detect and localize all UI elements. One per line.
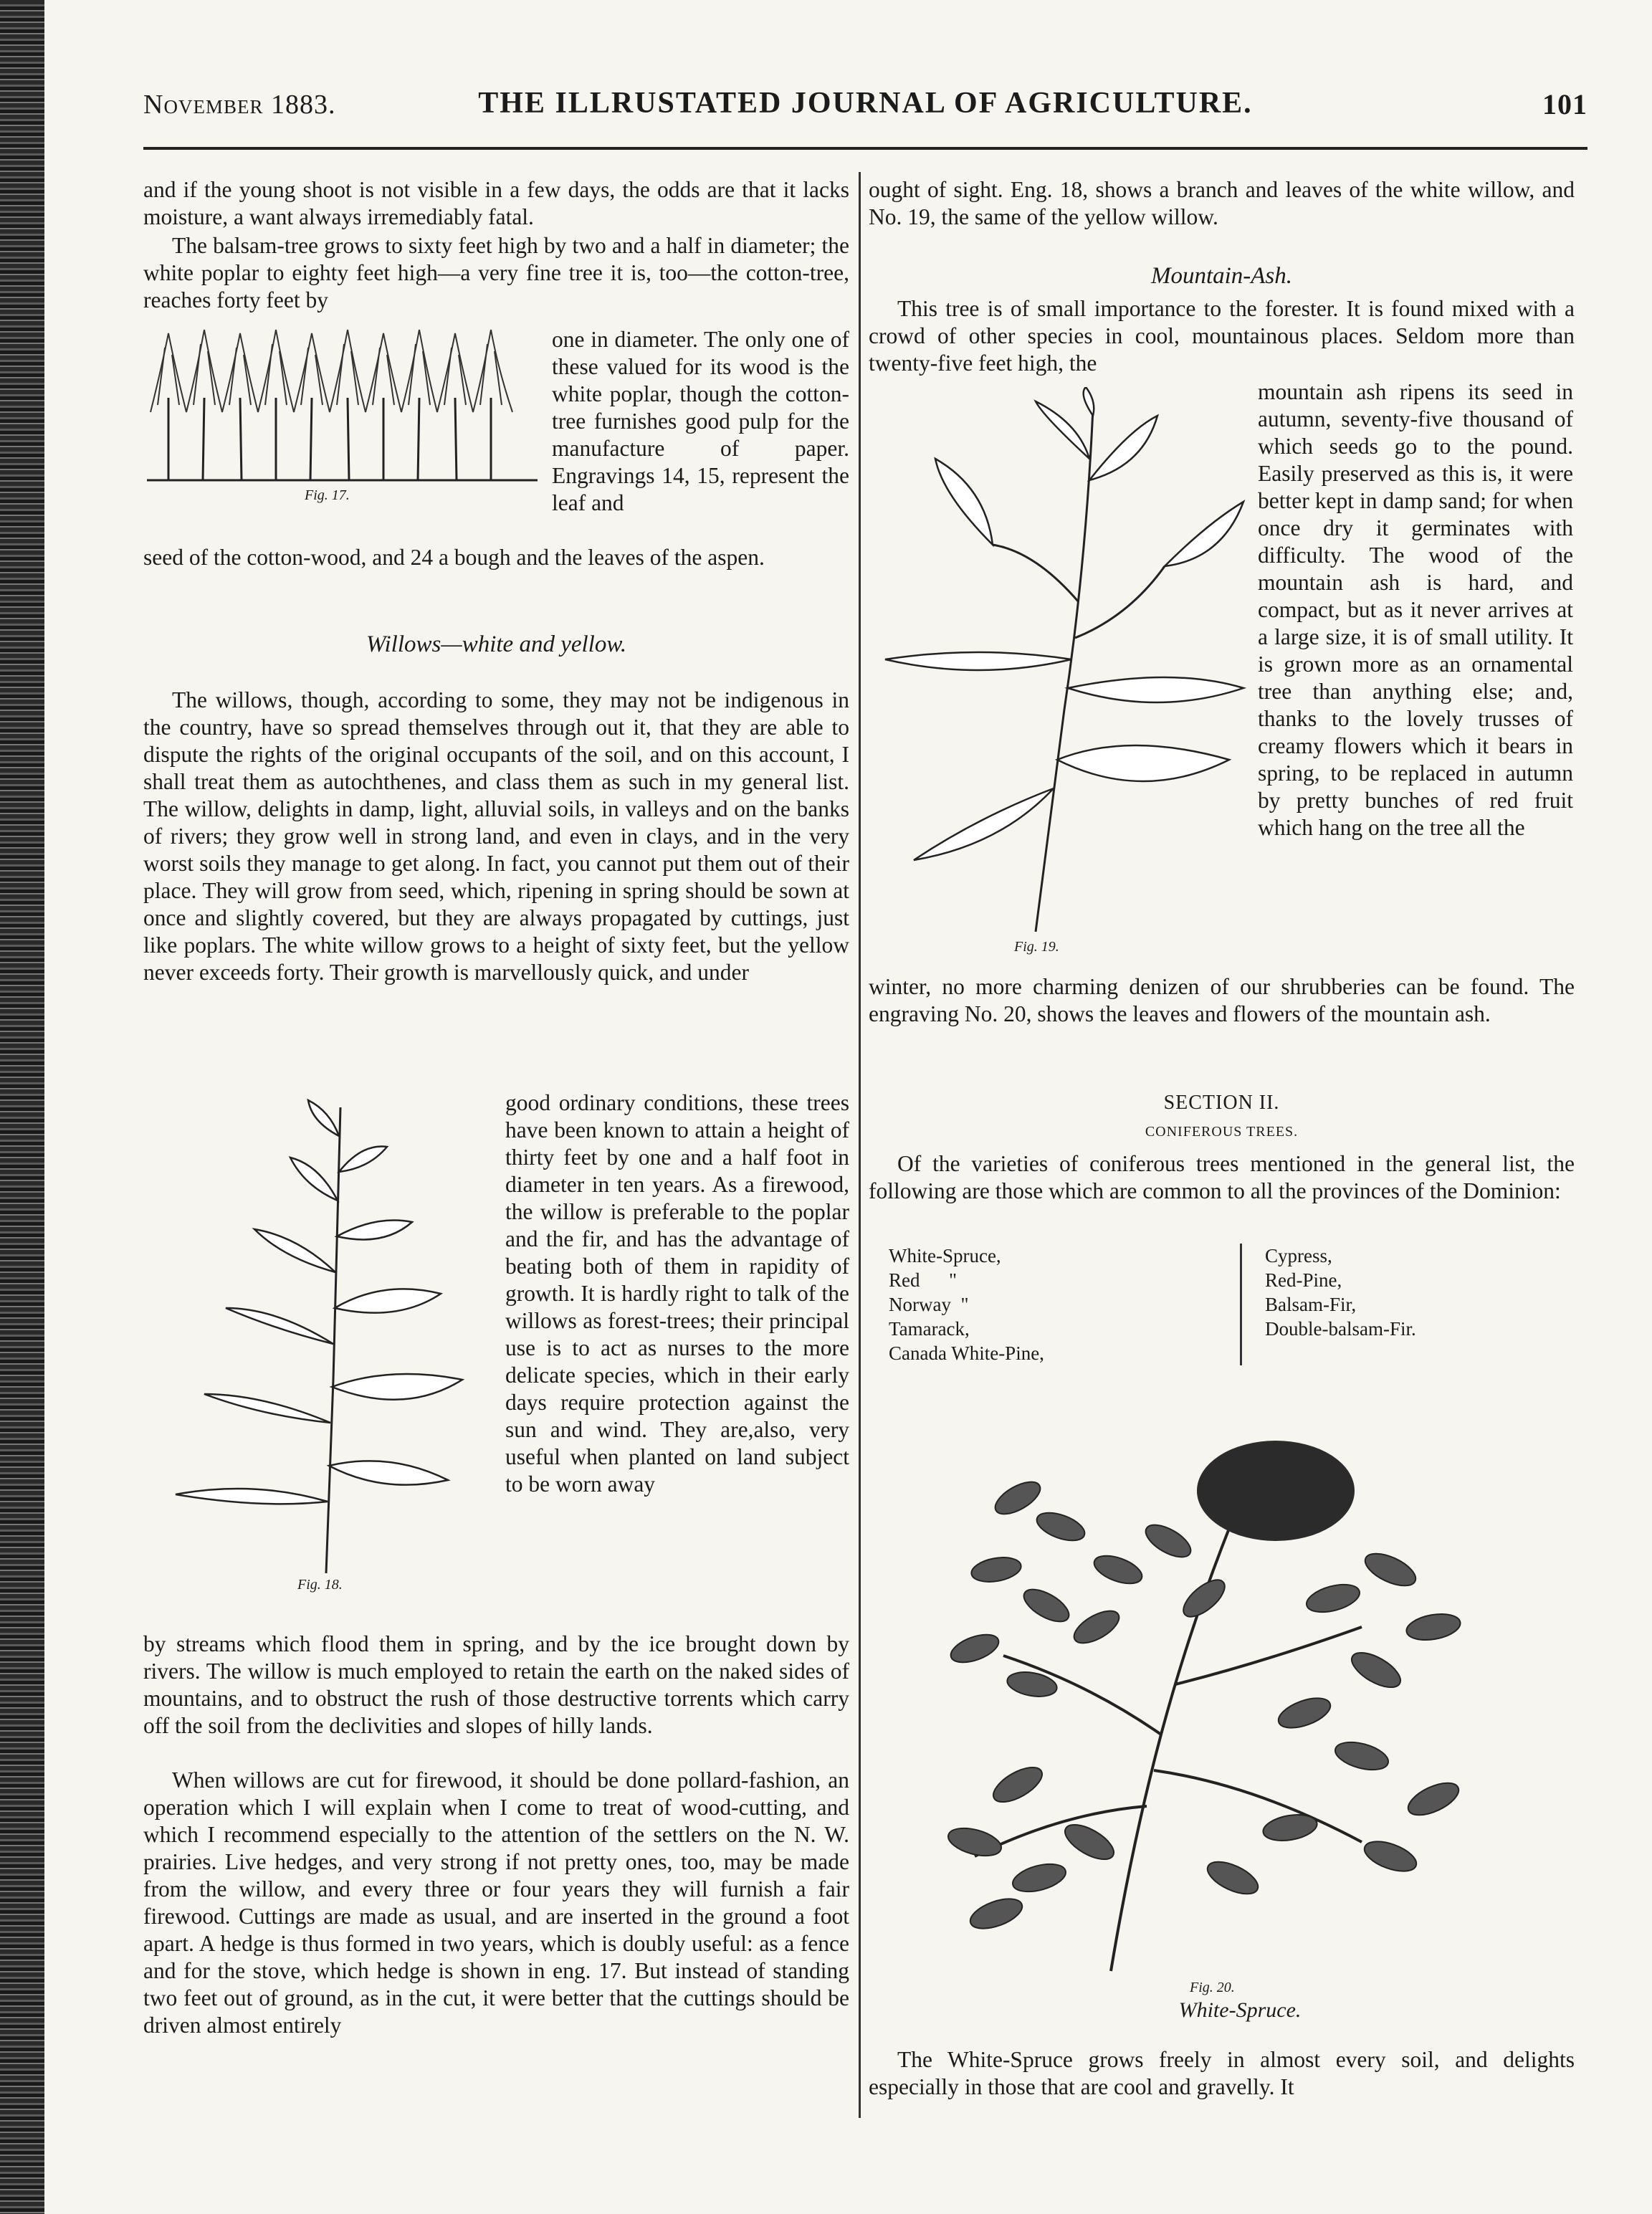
fig20-label: Fig. 20.: [1190, 1980, 1235, 1995]
page-header: [143, 80, 1587, 123]
right-p3: Of the varieties of coniferous trees mentioned in the general list, the following are those which are common to all the provinces of the Dominion:: [869, 1151, 1575, 1203]
right-p2b: mountain ash ripens its seed in autumn, seventy-five thousand of which seeds go to the pound. Easily preserved as this is, it were better kept in damp sand; for when once dry it germinates with difficulty. The wood of the mountain ash is hard, and compact, but as it never arrives at a large size, it is of small utility. It is grown more as an ornamental tree than anything else; and, thanks to the lovely trusses of creamy flowers which it bears in spring, to be replaced in autumn by pretty bunches of red fruit which hang on the tree all the: [1258, 379, 1573, 840]
fig17-hedge-engraving: [147, 326, 538, 512]
section-subheading: CONIFEROUS TREES.: [1145, 1124, 1299, 1140]
journal-title: THE ILLRUSTATED JOURNAL OF AGRICULTURE.: [478, 87, 1253, 120]
mountain-ash-illustration: [932, 1412, 1505, 1978]
list-item: Norway ": [889, 1294, 969, 1315]
list-item: Red-Pine,: [1265, 1269, 1342, 1291]
right-p2c: winter, no more charming denizen of our shrubberies can be found. The engraving No. 20, shows the leaves and flowers of the mountain ash.: [869, 974, 1575, 1026]
left-p2b: one in diameter. The only one of these valued for its wood is the white poplar, though the cotton-tree furnishes good pulp for the manufacture of paper. Engravings 14, 15, represent the leaf and: [552, 327, 849, 515]
fig18-label: Fig. 18.: [297, 1577, 343, 1593]
book-binding-edge: [0, 0, 44, 2214]
list-item: Tamarack,: [889, 1318, 970, 1340]
fig20-mountain-ash-branch: [932, 1412, 1505, 2028]
list-item: Double-balsam-Fir.: [1265, 1318, 1416, 1340]
left-p3b: good ordinary conditions, these trees have been known to attain a height of thirty feet by one and a half foot in diameter in ten years. As a firewood, the willow is preferable to the poplar and the fir, and has the advantage of beating both of them in rapidity of growth. It is hardly right to talk of the willows as forest-trees; their principal use is to act as nurses to the more delicate species, which in their early days require protection against the sun and wind. They are,also, very useful when planted on land subject to be worn away: [505, 1090, 849, 1497]
fig19-yellow-willow: [871, 387, 1251, 960]
conifer-list-2: [1240, 1244, 1416, 1365]
list-item: Canada White-Pine,: [889, 1342, 1044, 1364]
hedge-illustration: [147, 326, 538, 512]
left-p3c: by streams which flood them in spring, and by the ice brought down by rivers. The willow is much employed to retain the earth on the naked sides of mountains, and to obstruct the rush of those destructive torrents which carry off the soil from the declivities and slopes of hilly lands.: [143, 1631, 849, 1738]
list-item: Cypress,: [1265, 1245, 1332, 1266]
column-divider: [859, 172, 861, 2118]
left-p1: and if the young shoot is not visible in a few days, the odds are that it lacks moisture, a want always irremediably fatal.: [143, 177, 849, 229]
white-spruce-caption: White-Spruce.: [1178, 1998, 1302, 2022]
yellow-willow-illustration: [871, 387, 1251, 932]
left-p4: When willows are cut for firewood, it should be done pollard-fashion, an operation which I will explain when I come to treat of wood-cutting, and which I recommend especially to the attention of the settlers on the N. W. prairies. Live hedges, and very strong if not pretty ones, too, may be made from the willow, and every three or four years they will furnish a fair firewood. Cuttings are made as usual, and are inserted in the ground a foot apart. A hedge is thus formed in two years, which is doubly useful: as a fence and for the stove, which hedge is shown in eng. 17. But instead of standing two feet out of ground, as in the cut, it were better that the cuttings should be driven almost entirely: [143, 1767, 849, 2038]
right-p4: The White-Spruce grows freely in almost every soil, and delights especially in those that are cool and gravelly. It: [869, 2047, 1575, 2099]
right-p2a: This tree is of small importance to the forester. It is found mixed with a crowd of other species in cool, mountainous places. Seldom more than twenty-five feet high, the: [869, 296, 1575, 376]
right-p1: ought of sight. Eng. 18, shows a branch and leaves of the white willow, and No. 19, the same of the yellow willow.: [869, 177, 1575, 229]
header-rule: [143, 147, 1587, 150]
list-item: Red ": [889, 1269, 958, 1291]
fig17-label: Fig. 17.: [305, 487, 350, 503]
section-heading: SECTION II.: [1163, 1092, 1280, 1114]
white-willow-illustration: [147, 1093, 498, 1580]
left-p3: The willows, though, according to some, they may not be indigenous in the country, have so spread themselves through out it, that they are able to dispute the rights of the original occupants of the soil, and on this account, I shall treat them as autochthenes, and class them as such in my general list. The willow, delights in damp, light, alluvial soils, in valleys and on the banks of rivers; they grow well in strong land, and even in clays, and in the very worst soils they manage to get along. In fact, you cannot put them out of their place. They will grow from seed, which, ripening in spring should be sown at once and slightly covered, but they are always propagated by cuttings, just like poplars. The white willow grows to a height of sixty feet, but the yellow never exceeds forty. Their growth is marvellously quick, and under: [143, 687, 849, 985]
page-number: 101: [1542, 88, 1587, 120]
left-p2c: seed of the cotton-wood, and 24 a bough and the leaves of the aspen.: [143, 545, 765, 570]
fig18-willow-branch: [147, 1093, 498, 1602]
willows-heading: Willows—white and yellow.: [366, 631, 627, 657]
fig19-label: Fig. 19.: [1014, 939, 1059, 955]
conifer-list-1: [889, 1244, 1218, 1365]
list-item: Balsam-Fir,: [1265, 1294, 1357, 1315]
list-item: White-Spruce,: [889, 1245, 1001, 1266]
conifer-lists: [889, 1244, 1577, 1365]
left-p2a: The bals⁠a⁠m-tree grows to sixty feet high by two and a half in diameter; the white poplar to eighty feet high—a very fine tree it is, too—the cotton-tree, reaches forty feet by: [143, 233, 849, 312]
mountain-ash-heading: Mountain-Ash.: [1150, 263, 1293, 289]
header-date: November 1883.: [143, 90, 336, 120]
